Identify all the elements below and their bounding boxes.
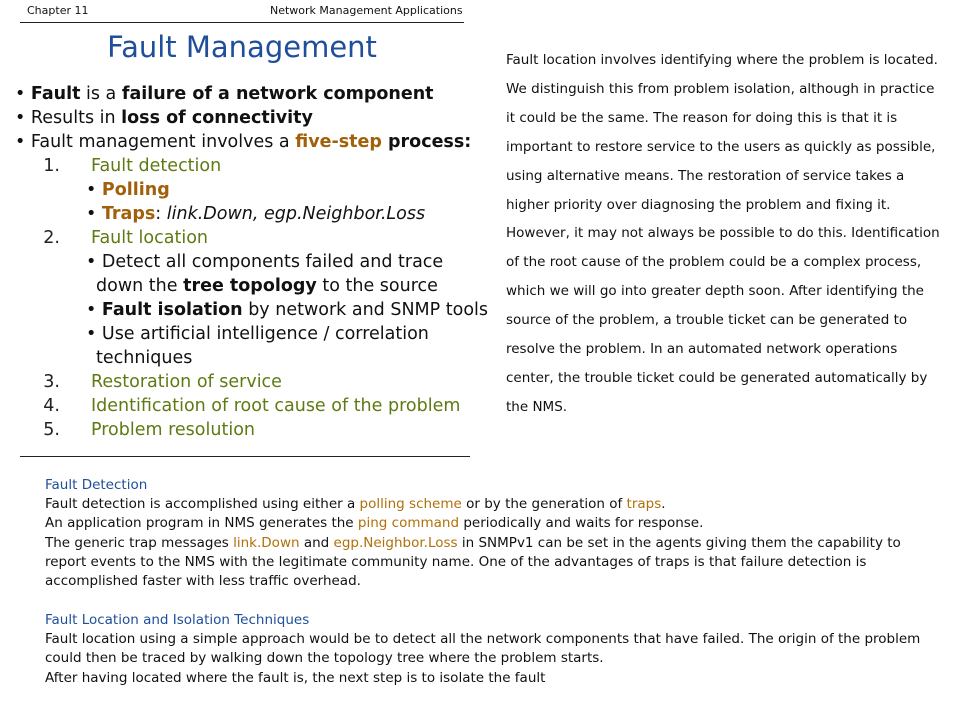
step-3: 3. Restoration of service xyxy=(43,372,282,392)
fault-location-heading: Fault Location and Isolation Techniques xyxy=(45,612,310,628)
chapter-label: Chapter 11 xyxy=(27,4,89,17)
step-2-ai: • Use artificial intelligence / correlation xyxy=(86,324,429,344)
step-1-traps: • Traps: link.Down, egp.Neighbor.Loss xyxy=(86,204,426,224)
step-5: 5. Problem resolution xyxy=(43,420,255,440)
notes-location-line-1: Fault location using a simple approach would be to detect all the network components that have failed. The origin of the problem could then be traced by walking down the topology tree where the problem starts. xyxy=(45,631,921,667)
step-1: 1. Fault detection xyxy=(43,156,222,176)
step-2-detect: • Detect all components failed and trace xyxy=(86,252,444,272)
step-2-ai-cont: techniques xyxy=(96,348,193,368)
bullet-results: • Results in loss of connectivity xyxy=(15,108,313,128)
step-4: 4. Identification of root cause of the problem xyxy=(43,396,461,416)
right-notes-paragraph: Fault location involves identifying where the problem is located. We distinguish this from problem isolation, although in practice it could be the same. The reason for doing this is that it is important to restore service to the users as quickly as possible, using alternative means. The restoration of service takes a higher priority over diagnosing the problem and fixing it. However, it may not always be possible to do this. Identification of the root cause of the problem could be a complex process, which we will go into greater depth soon. After identifying the source of the problem, a trouble ticket can be generated to resolve the problem. In an automated network operations center, the trouble ticket could be generated automatically by the NMS. xyxy=(506,52,940,415)
step-2-detect-cont: down the tree topology to the source xyxy=(96,276,438,296)
bullet-fault: • Fault is a failure of a network component xyxy=(15,84,434,104)
right-notes xyxy=(506,46,946,422)
notes-detection-line-3: The generic trap messages link.Down and egp.Neighbor.Loss in SNMPv1 can be set in the agents giving them the capability to report events to the NMS with the legitimate community name. One of the advantages of traps is that failure detection is accomplished faster with less traffic overhead. xyxy=(45,534,901,590)
header-title: Network Management Applications xyxy=(270,4,463,17)
notes-location-line-2: After having located where the fault is, the next step is to isolate the fault xyxy=(45,669,546,686)
step-1-polling: • Polling xyxy=(86,180,170,200)
notes-detection-line-2: An application program in NMS generates the ping command periodically and waits for response. xyxy=(45,515,704,532)
fault-detection-heading: Fault Detection xyxy=(45,477,148,493)
slide-bottom-divider xyxy=(20,456,470,457)
notes-detection-line-1: Fault detection is accomplished using either a polling scheme or by the generation of traps. xyxy=(45,496,666,513)
step-2-isolation: • Fault isolation by network and SNMP tools xyxy=(86,300,489,320)
fault-detection-notes xyxy=(45,476,925,591)
header-divider xyxy=(20,22,464,23)
fault-location-notes xyxy=(45,611,925,688)
step-2: 2. Fault location xyxy=(43,228,208,248)
slide-title: Fault Management xyxy=(107,30,377,64)
bullet-process: • Fault management involves a five-step process: xyxy=(15,132,472,152)
